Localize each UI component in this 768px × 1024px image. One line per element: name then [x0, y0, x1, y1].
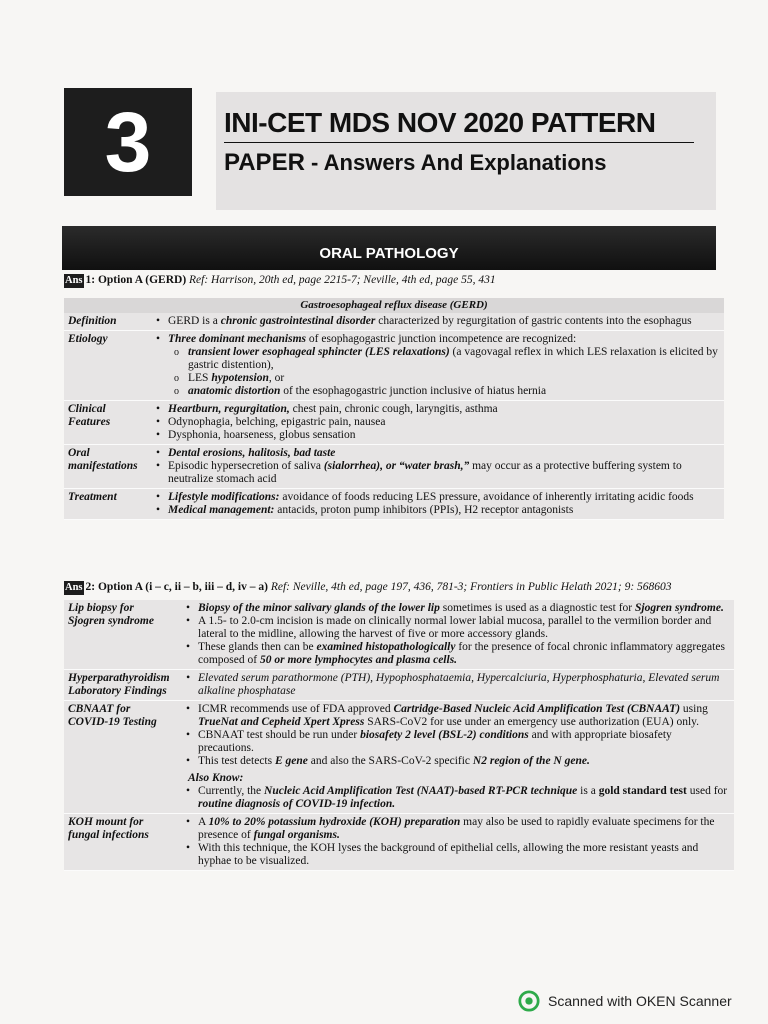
chapter-title-box [216, 92, 716, 210]
row-content [154, 313, 724, 330]
list-item: • GERD is a chronic gastrointestinal disorder characterized by regurgitation of gastric contents into the esophagus [154, 315, 720, 328]
sub-list-item: o LES hypotension, or [154, 372, 720, 385]
row-content [184, 814, 734, 870]
row-label: Lip biopsy for Sjogren syndrome [68, 602, 154, 627]
matching-table [64, 600, 734, 871]
answer-2-ref: Ref: Neville, 4th ed, page 197, 436, 781-3; Frontiers in Public Helath 2021; 9: 568603 [270, 581, 672, 593]
table-row [64, 489, 724, 520]
row-label: Oral manifestations [68, 447, 138, 472]
row-content [184, 600, 734, 669]
list-item: • Lifestyle modifications: avoidance of foods reducing LES pressure, avoidance of inherently irritating acidic foods [154, 491, 720, 504]
row-label: CBNAAT for COVID-19 Testing [68, 703, 157, 728]
list-item: • With this technique, the KOH lyses the background of epithelial cells, allowing the more resistant yeasts and hyphae to be visualized. [184, 842, 730, 868]
answer-2-option: 2: Option A (i – c, ii – b, iii – d, iv – a) [85, 581, 268, 593]
answer-1-line [64, 273, 496, 288]
row-content [154, 445, 724, 488]
table-row [64, 445, 724, 489]
row-label: Clinical Features [68, 403, 111, 428]
table-row [64, 331, 724, 401]
table-row [64, 313, 724, 331]
gerd-table [64, 298, 724, 520]
row-content [154, 401, 724, 444]
title-divider [224, 142, 694, 143]
list-item: • CBNAAT test should be run under biosafety 2 level (BSL-2) conditions and with appropriate biosafety precautions. [184, 729, 730, 755]
list-item: • Medical management: antacids, proton pump inhibitors (PPIs), H2 receptor antagonists [154, 504, 720, 517]
list-item: • Biopsy of the minor salivary glands of the lower lip sometimes is used as a diagnostic test for Sjogren syndrome. [184, 602, 730, 615]
chapter-number: 3 [64, 88, 192, 196]
list-item: • Elevated serum parathormone (PTH), Hypophosphataemia, Hypercalciuria, Hyperphosphaturia, Elevated serum alkaline phosphatase [184, 672, 730, 698]
row-content [184, 670, 734, 700]
title-subtitle: - Answers And Explanations [304, 150, 607, 175]
section-header: ORAL PATHOLOGY [62, 226, 716, 270]
list-item: • Episodic hypersecretion of saliva (sialorrhea), or “water brash,” may occur as a protective buffering system to neutralize stomach acid [154, 460, 720, 486]
table-row [64, 814, 734, 871]
sub-list-item: o anatomic distortion of the esophagogastric junction inclusive of hiatus hernia [154, 385, 720, 398]
list-item: • A 1.5- to 2.0-cm incision is made on clinically normal lower labial mucosa, parallel to the vermilion border and lateral to the midline, allowing the harvest of five or more accessory glands. [184, 615, 730, 641]
list-item: • Dental erosions, halitosis, bad taste [154, 447, 720, 460]
chapter-title-line2 [224, 145, 716, 179]
list-item: • This test detects E gene and also the SARS-CoV-2 specific N2 region of the N gene. [184, 755, 730, 768]
answer-2-line [64, 580, 672, 595]
list-item: • ICMR recommends use of FDA approved Cartridge-Based Nucleic Acid Amplification Test (CBNAAT) using TrueNat and Cepheid Xpert Xpress SARS-CoV2 for use under an emergency use authorization (EUA) only. [184, 703, 730, 729]
list-item: • Heartburn, regurgitation, chest pain, chronic cough, laryngitis, asthma [154, 403, 720, 416]
title-paper-word: PAPER [224, 149, 305, 176]
sub-list-item: o transient lower esophageal sphincter (LES relaxations) (a vagovagal reflex in which LES relaxation is elicited by gastric distention), [154, 346, 720, 372]
list-item: • These glands then can be examined histopathologically for the presence of focal chronic inflammatory aggregates composed of 50 or more lymphocytes and plasma cells. [184, 641, 730, 667]
answer-tag: Ans [65, 582, 83, 593]
scanner-watermark [518, 990, 732, 1012]
row-label: Etiology [68, 333, 108, 345]
row-label: Definition [68, 315, 117, 327]
also-know-heading: Also Know: [188, 772, 244, 784]
answer-tag: Ans [65, 275, 83, 286]
table-row [64, 600, 734, 670]
list-item: • A 10% to 20% potassium hydroxide (KOH) preparation may also be used to rapidly evaluate specimens for the presence of fungal organisms. [184, 816, 730, 842]
list-item: • Dysphonia, hoarseness, globus sensation [154, 429, 720, 442]
table-row [64, 701, 734, 814]
watermark-text: Scanned with OKEN Scanner [548, 993, 732, 1009]
row-label: Hyperparathyroidism Laboratory Findings [68, 672, 170, 697]
table-row [64, 670, 734, 701]
row-content [154, 331, 724, 400]
row-content [184, 701, 734, 813]
chapter-title-line1: INI-CET MDS NOV 2020 PATTERN [224, 107, 656, 138]
row-label: KOH mount for fungal infections [68, 816, 149, 841]
row-content [154, 489, 724, 519]
answer-1-option: 1: Option A (GERD) [85, 274, 187, 286]
list-item: • Currently, the Nucleic Acid Amplification Test (NAAT)-based RT-PCR technique is a gold standard test used for routine diagnosis of COVID-19 infection. [184, 785, 730, 811]
table-row [64, 401, 724, 445]
gerd-table-caption: Gastroesophageal reflux disease (GERD) [64, 298, 724, 313]
list-item: • Odynophagia, belching, epigastric pain, nausea [154, 416, 720, 429]
list-item: • Three dominant mechanisms of esophagogastric junction incompetence are recognized: [154, 333, 720, 346]
row-label: Treatment [68, 491, 117, 503]
oken-scanner-logo-icon [518, 990, 540, 1012]
answer-1-ref: Ref: Harrison, 20th ed, page 2215-7; Neville, 4th ed, page 55, 431 [189, 274, 496, 286]
